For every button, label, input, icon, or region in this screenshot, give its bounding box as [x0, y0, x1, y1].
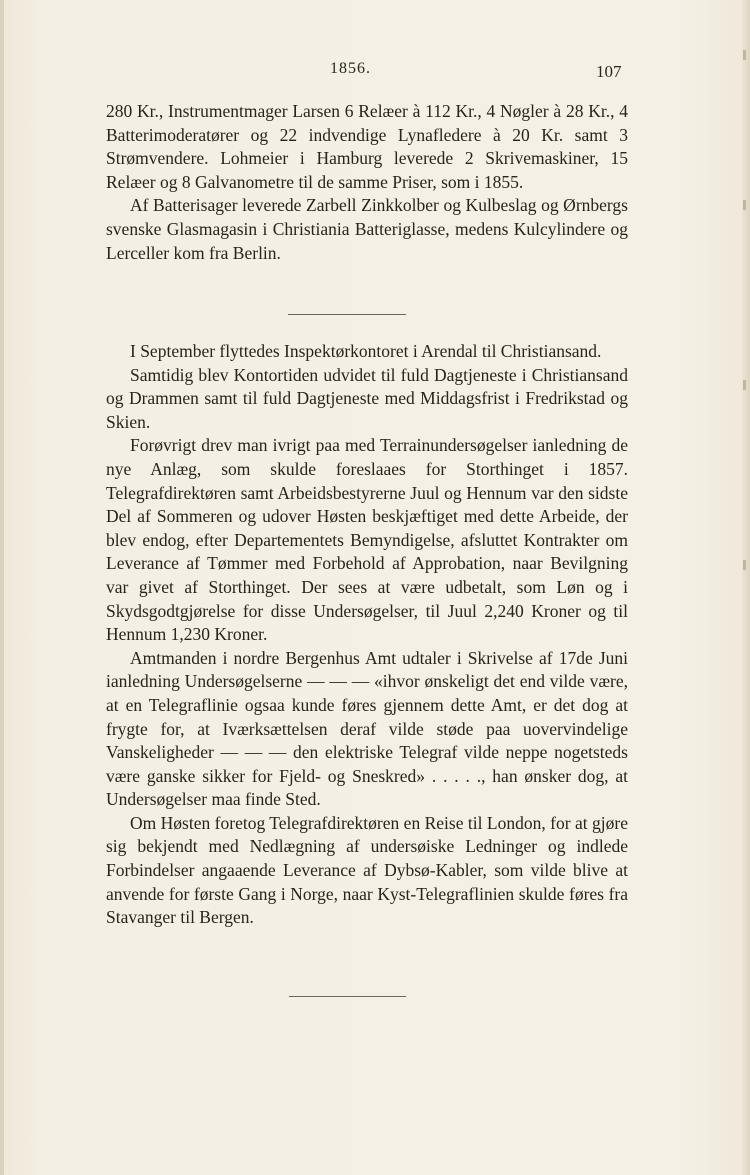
paragraph: Forøvrigt drev man ivrigt paa med Terrainundersøgelser ianledning de nye Anlæg, som skulde foreslaaes for Storthinget i 1857. Telegrafdirektøren samt Arbeidsbestyrerne Juul og Hennum var den sidste Del af Sommeren og udover Høsten beskjæftiget med dette Arbeide, der blev endog, efter Departementets Bemyndigelse, afsluttet Kontrakter om Leverance af Tømmer med Forbehold af Approbation, naar Bevilgning var givet af Storthinget. Der sees at være udbetalt, som Løn og i Skydsgodtgjørelse for disse Undersøgelser, til Juul 2,240 Kroner og til Hennum 1,230 Kroner. — [106, 435, 628, 645]
paragraph: Om Høsten foretog Telegrafdirektøren en Reise til London, for at gjøre sig bekjendt med Nedlægning af undersøiske Ledninger og indlede Forbindelser angaaende Leverance af Dybsø-Kabler, som vilde blive at anvende for første Gang i Norge, naar Kyst-Telegraflinien skulde føres fra Stavanger til Bergen. — [106, 812, 628, 928]
paragraph: I September flyttedes Inspektørkontoret i Arendal til Christiansand. — [130, 341, 602, 361]
paragraph: Samtidig blev Kontortiden udvidet til fuld Dagtjeneste i Christiansand og Drammen samt til fuld Dagtjeneste med Middagsfrist i Fredrikstad og Skien. — [106, 364, 628, 432]
paragraph: Af Batterisager leverede Zarbell Zinkkolber og Kulbeslag og Ørnbergs svenske Glasmagasin i Christiania Batteriglasse, medens Kulcylindere og Lerceller kom fra Berlin. — [106, 195, 628, 263]
page-right-edge — [742, 0, 750, 1175]
paragraph: 280 Kr., Instrumentmager Larsen 6 Relæer à 112 Kr., 4 Nøgler à 28 Kr., 4 Batterimoderatører og 22 indvendige Lynafledere à 20 Kr. samt 3 Strømvendere. Lohmeier i Hamburg leverede 2 Skrivemaskiner, 15 Relæer og 8 Galvanometre til de samme Priser, som i 1855. — [106, 101, 628, 192]
section-1 — [106, 100, 628, 265]
header-year: 1856. — [330, 60, 371, 77]
end-divider — [289, 996, 406, 997]
edge-marker — [743, 380, 746, 390]
page-left-edge — [0, 0, 4, 1175]
edge-marker — [743, 560, 746, 570]
page-header — [0, 60, 750, 84]
section-2 — [106, 340, 628, 930]
page-number: 107 — [596, 62, 622, 81]
section-divider — [288, 314, 406, 315]
edge-marker — [743, 200, 746, 210]
edge-marker — [743, 50, 746, 60]
paragraph: Amtmanden i nordre Bergenhus Amt udtaler i Skrivelse af 17de Juni ianledning Undersøgelserne — — — «ihvor ønskeligt det end vilde være, at en Telegraflinie ogsaa kunde føres gjennem dette Amt, er det dog at frygte for, at Iværksættelsen deraf vilde støde paa uovervindelige Vanskeligheder — — — den elektriske Telegraf vilde neppe nogetsteds være ganske sikker for Fjeld- og Sneskred» . . . . ., han ønsker dog, at Undersøgelser maa finde Sted. — [106, 647, 628, 810]
